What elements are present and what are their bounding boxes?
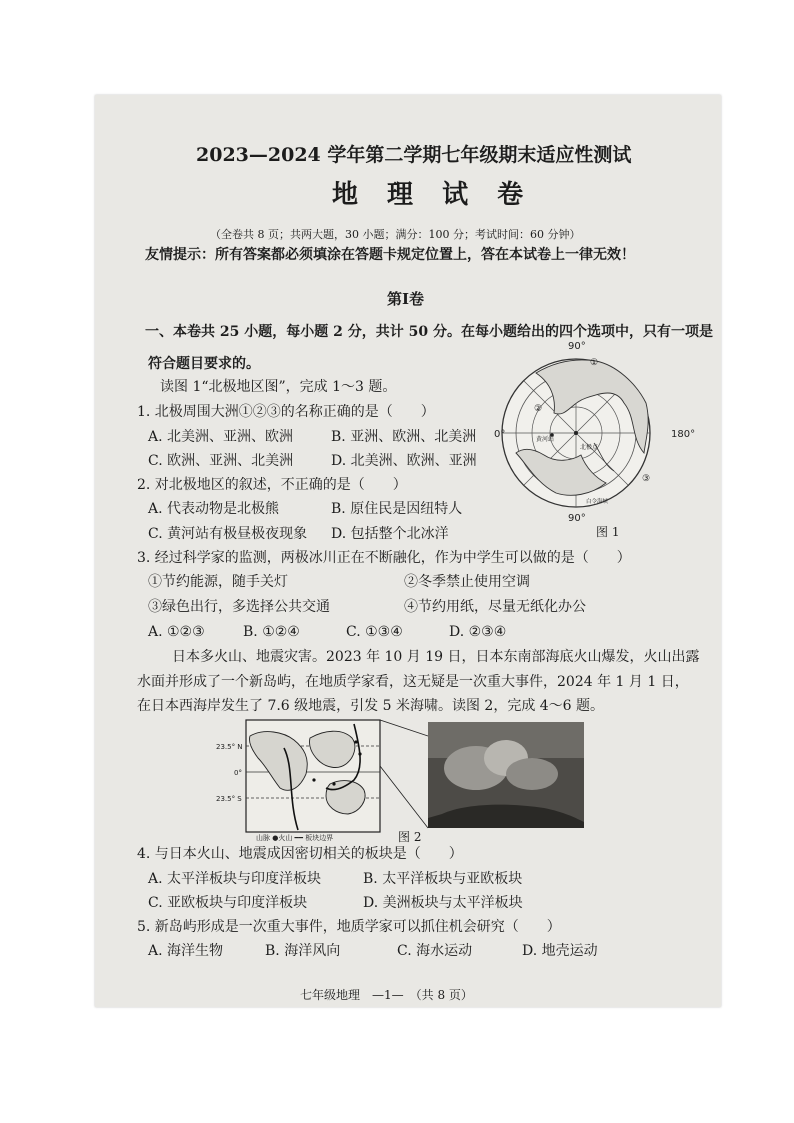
passage-line2: 水面并形成了一个新岛屿，在地质学家看，这无疑是一次重大事件，2024 年 1 月 1 日， [137,674,689,690]
q5-option-c: C. 海水运动 [397,943,473,959]
q5-option-b: B. 海洋风向 [265,943,341,959]
q4-option-d: D. 美洲板块与太平洋板块 [363,895,523,911]
fig1-bottom-label: 90° [568,513,586,524]
q1-stem: 1. 北极周围大洲①②③的名称正确的是（ ） [137,404,435,420]
q3-option-a: A. ①②③ [148,624,205,640]
subject-title: 地 理 试 卷 [332,180,534,210]
exam-info: （全卷共 8 页；共两大题，30 小题；满分：100 分；考试时间：60 分钟） [210,228,581,241]
page-footer: 七年级地理 —1— （共 8 页） [300,988,473,1002]
fig2-legend: 山脉 ●火山 ━━ 板块边界 [256,834,334,842]
q2-option-c: C. 黄河站有极昼极夜现象 [148,526,308,542]
fig1-station-label: 黄河站 [536,436,555,443]
fig1-left-label: 0° [494,429,506,440]
fig1-pole-label: 北极点 [580,444,599,451]
q1-option-b: B. 亚洲、欧洲、北美洲 [331,429,477,445]
part-title: 第Ⅰ卷 [387,290,425,308]
section-intro-line1: 一、本卷共 25 小题，每小题 2 分，共计 50 分。在每小题给出的四个选项中，只有一项是 [145,324,713,340]
q3-item1: ①节约能源，随手关灯 [148,574,288,590]
q1-option-c: C. 欧洲、亚洲、北美洲 [148,453,294,469]
q2-option-d: D. 包括整个北冰洋 [331,526,449,542]
q3-option-c: C. ①③④ [346,624,403,640]
fig2-lat-0: 0° [234,769,242,777]
fig1-marker2: ② [534,404,543,414]
exam-title: 2023—2024 学年第二学期七年级期末适应性测试 [196,144,632,166]
q1-option-a: A. 北美洲、亚洲、欧洲 [148,429,294,445]
notice: 友情提示：所有答案都必须填涂在答题卡规定位置上，答在本试卷上一律无效！ [145,247,635,263]
fig2-lat-n: 23.5° N [216,743,243,751]
fig1-marker3: ③ [642,474,651,484]
q2-option-a: A. 代表动物是北极熊 [148,501,280,517]
passage-line1: 日本多火山、地震灾害。2023 年 10 月 19 日，日本东南部海底火山爆发，火山出露 [172,649,700,665]
q2-stem: 2. 对北极地区的叙述，不正确的是（ ） [137,477,407,493]
q4-option-b: B. 太平洋板块与亚欧板块 [363,871,523,887]
figure1-caption: 图 1 [596,525,620,539]
figure2-plate-map [214,718,586,842]
fig1-right-label: 180° [671,429,696,440]
q5-stem: 5. 新岛屿形成是一次重大事件，地质学家可以抓住机会研究（ ） [137,919,561,935]
figure2-caption: 图 2 [398,830,422,844]
q4-stem: 4. 与日本火山、地震成因密切相关的板块是（ ） [137,846,463,862]
passage-line3: 在日本西海岸发生了 7.6 级地震，引发 5 米海啸。读图 2，完成 4～6 题。 [137,698,605,714]
figure1-arctic-map [496,343,706,541]
fig1-marker1: ① [590,358,599,368]
q1-option-d: D. 北美洲、欧洲、亚洲 [331,453,477,469]
q5-option-d: D. 地壳运动 [522,943,598,959]
q5-option-a: A. 海洋生物 [148,943,224,959]
fig2-lat-s: 23.5° S [216,795,242,803]
q4-option-c: C. 亚欧板块与印度洋板块 [148,895,308,911]
q3-option-d: D. ②③④ [449,624,507,640]
q3-option-b: B. ①②④ [243,624,300,640]
q2-option-b: B. 原住民是因纽特人 [331,501,463,517]
q3-item4: ④节约用纸，尽量无纸化办公 [404,599,586,615]
fig1-top-label: 90° [568,341,586,352]
q4-option-a: A. 太平洋板块与印度洋板块 [148,871,322,887]
q3-item3: ③绿色出行，多选择公共交通 [148,599,330,615]
read-fig1: 读图 1“北极地区图”，完成 1～3 题。 [160,379,397,395]
q3-stem: 3. 经过科学家的监测，两极冰川正在不断融化，作为中学生可以做的是（ ） [137,550,631,566]
section-intro-line2: 符合题目要求的。 [148,356,260,372]
fig1-strait-label: 白令海峡 [586,499,609,505]
q3-item2: ②冬季禁止使用空调 [404,574,530,590]
